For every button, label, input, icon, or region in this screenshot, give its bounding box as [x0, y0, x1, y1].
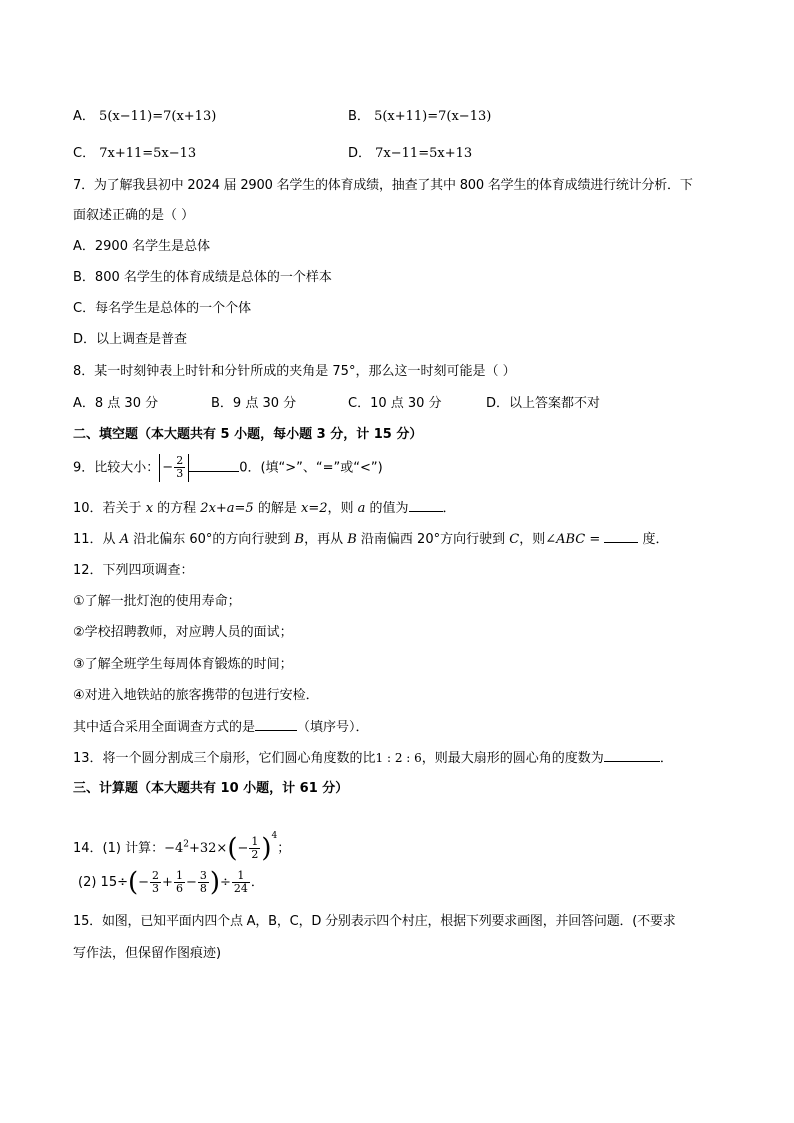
text: ，再从 [304, 532, 348, 547]
q7-option-a: A．2900 名学生是总体 [73, 239, 211, 254]
variable: a [357, 501, 366, 516]
q15-line1: 15．如图，已知平面内四个点 A，B，C，D 分别表示四个村庄，根据下列要求画图，并回答问题．(不要求 [73, 914, 676, 929]
point-label: C [509, 532, 520, 547]
text: 度． [638, 532, 669, 547]
q9-line [73, 454, 383, 483]
fraction [249, 836, 260, 861]
text: ． [442, 501, 456, 516]
q12-item-3: ③了解全班学生每周体育锻炼的时间； [73, 657, 293, 672]
q7-option-b: B．800 名学生的体育成绩是总体的一个样本 [73, 270, 332, 285]
exponent: 4 [271, 831, 278, 841]
answer-blank[interactable] [189, 459, 239, 472]
q6-option-d [348, 145, 472, 163]
denominator: 6 [175, 882, 183, 895]
equation: 2x+a=5 [200, 501, 254, 516]
minus-sign: − [138, 875, 150, 890]
point-label: B [347, 532, 357, 547]
answer-blank[interactable] [604, 749, 660, 762]
q8-option-c: C．10 点 30 分 [348, 396, 442, 411]
math-term: −4 [164, 841, 184, 856]
q7-option-c: C．每名学生是总体的一个个体 [73, 301, 252, 316]
q7-option-d: D．以上调查是普查 [73, 332, 188, 347]
numerator: 2 [176, 454, 184, 467]
text: ，则 [327, 501, 358, 516]
answer-blank[interactable] [255, 718, 297, 731]
q8-option-a: A．8 点 30 分 [73, 396, 159, 411]
fraction [198, 870, 209, 895]
text: ，则最大扇形的圆心角的度数为 [421, 751, 604, 766]
text: （填序号）． [297, 720, 369, 735]
text: 13．将一个圆分割成三个扇形，它们圆心角度数的比 [73, 751, 376, 766]
angle-expression: ∠ABC = [545, 532, 601, 547]
text: 沿北偏东 60°的方向行驶到 [129, 532, 295, 547]
option-expression: 7x−11=5x+13 [375, 146, 473, 161]
q10-line [73, 499, 456, 518]
left-paren: ( [127, 867, 139, 898]
right-paren: ) [209, 867, 221, 898]
numerator: 1 [251, 835, 259, 848]
q15-line2: 写作法，但保留作图痕迹) [73, 946, 222, 961]
q14-part1 [73, 816, 291, 864]
q8-stem: 8．某一时刻钟表上时针和分针所成的夹角是 75°，那么这一时刻可能是（ ） [73, 364, 516, 379]
point-label: B [294, 532, 305, 547]
solution: x=2 [300, 501, 328, 516]
q6-option-a [73, 108, 216, 126]
q8-option-b: B．9 点 30 分 [211, 396, 297, 411]
numerator: 1 [175, 869, 183, 882]
text: 的方程 [153, 501, 201, 516]
denominator: 2 [251, 848, 259, 861]
point-label: A [119, 532, 130, 547]
q9-hint: 0．(填“>”、“=”或“<”) [239, 460, 383, 476]
q7-stem-line2: 面叙述正确的是（ ） [73, 208, 195, 223]
text: 14．(1) 计算： [73, 841, 165, 856]
q12-question [73, 718, 369, 737]
minus-sign: − [185, 875, 197, 890]
q8-option-d: D．以上答案都不对 [486, 396, 601, 411]
denominator: 8 [199, 882, 207, 895]
section3-heading: 三、计算题（本大题共有 10 小题，计 61 分） [73, 781, 349, 796]
option-label: C． [73, 146, 96, 161]
text: ； [277, 841, 291, 856]
text: 沿南偏西 20°方向行驶到 [356, 532, 510, 547]
q12-item-4: ④对进入地铁站的旅客携带的包进行安检． [73, 688, 319, 703]
option-label: B． [348, 109, 370, 124]
option-expression: 5(x+11)=7(x−13) [374, 109, 492, 124]
text: (2) 15÷ [78, 875, 128, 890]
q13-line [73, 749, 673, 768]
numerator: 3 [199, 869, 207, 882]
denominator: 24 [233, 882, 248, 895]
fraction [174, 870, 185, 895]
text: ． [659, 751, 673, 766]
q7-stem-line1: 7．为了解我县初中 2024 届 2900 名学生的体育成绩，抽查了其中 800 名学生的体育成绩进行统计分析．下 [73, 178, 693, 193]
text: ，则 [519, 532, 546, 547]
denominator: 3 [176, 467, 184, 480]
text: 10．若关于 [73, 501, 146, 516]
fraction [150, 870, 161, 895]
q12-item-2: ②学校招聘教师，对应聘人员的面试； [73, 625, 293, 640]
numerator: 1 [232, 870, 250, 883]
section2-heading: 二、填空题（本大题共有 5 小题，每小题 3 分，计 15 分） [73, 427, 423, 442]
denominator: 3 [152, 882, 160, 895]
q6-option-b [348, 108, 491, 126]
text: 其中适合采用全面调查方式的是 [73, 720, 256, 735]
divide-sign: ÷ [220, 875, 231, 890]
plus-sign: + [162, 875, 173, 890]
answer-blank[interactable] [409, 499, 443, 512]
text: 的解是 [253, 501, 301, 516]
q14-part2 [78, 866, 264, 900]
q9-prefix: 9．比较大小： [73, 460, 160, 476]
text: 的值为 [365, 501, 409, 516]
variable: x [145, 501, 154, 516]
q11-line [73, 530, 669, 549]
numerator: 2 [152, 869, 160, 882]
math-term: +32× [189, 841, 228, 856]
fraction [232, 870, 250, 895]
option-label: A． [73, 109, 95, 124]
q12-stem: 12．下列四项调查： [73, 563, 194, 578]
fraction [174, 455, 185, 480]
absolute-value [159, 454, 189, 482]
option-expression: 7x+11=5x−13 [99, 146, 197, 161]
text: 11．从 [73, 532, 120, 547]
option-expression: 5(x−11)=7(x+13) [99, 109, 217, 124]
text: ． [250, 875, 264, 890]
minus-sign: − [237, 841, 249, 856]
right-paren: ) [261, 833, 272, 864]
option-label: D． [348, 146, 372, 161]
left-paren: ( [227, 833, 238, 864]
q6-option-c [73, 145, 196, 163]
minus-sign: − [162, 460, 174, 475]
q12-item-1: ①了解一批灯泡的使用寿命； [73, 594, 241, 609]
answer-blank[interactable] [604, 530, 638, 543]
exponent: 2 [183, 839, 189, 850]
ratio: 1 : 2 : 6 [375, 751, 422, 765]
